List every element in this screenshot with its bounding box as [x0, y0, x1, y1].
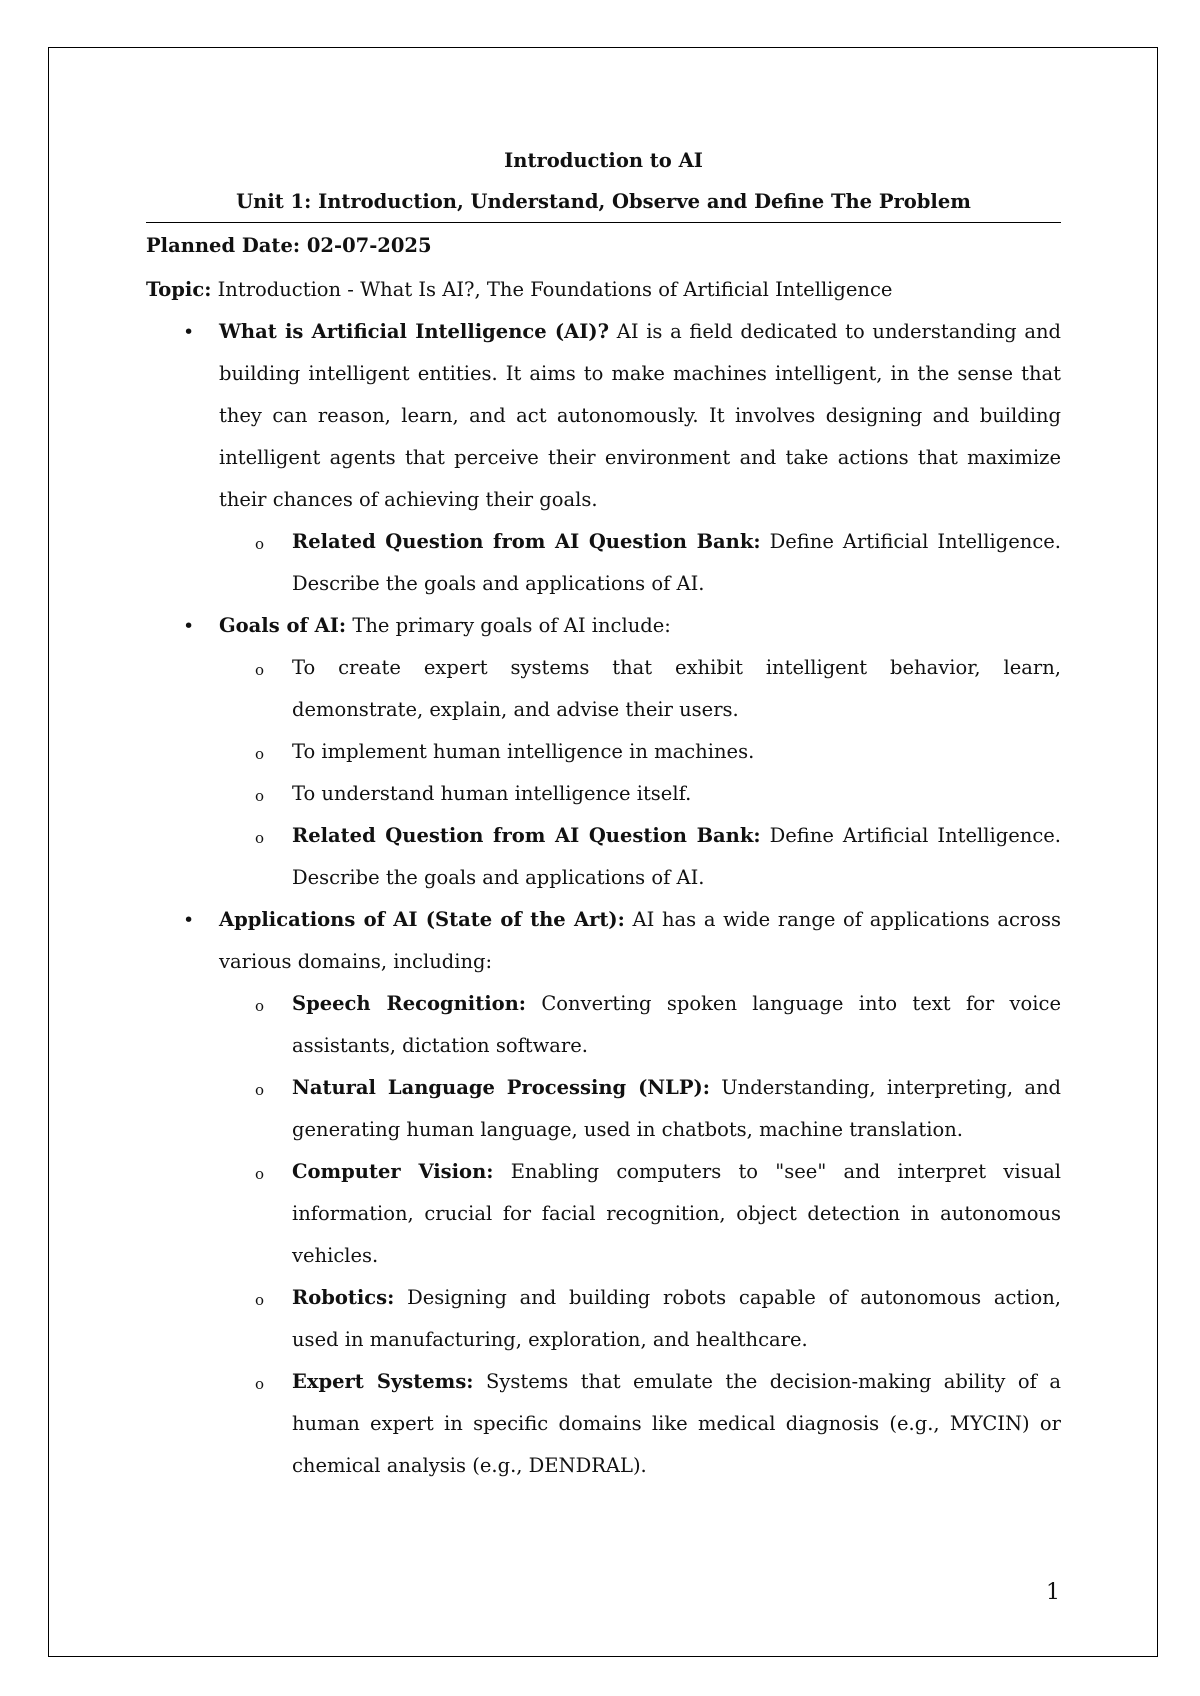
- section-text: The primary goals of AI include:: [352, 614, 671, 637]
- sub-item-text: Enabling computers to "see" and interpret visual information, crucial for facial recognition, object detection in autonomous vehicles.: [292, 1160, 1061, 1267]
- section-text: AI is a field dedicated to understanding and building intelligent entities. It aims to make machines intelligent, in the sense that they can reason, learn, and act autonomously. It involves designing and building intelligent agents that perceive their environment and take actions that maximize their chances of achieving their goals.: [219, 320, 1062, 511]
- sub-item: [219, 731, 1061, 773]
- sub-item: [219, 1361, 1061, 1487]
- circle-bullet-icon: o: [255, 661, 265, 679]
- sub-list: [219, 983, 1061, 1487]
- sub-item-text: Define Artificial Intelligence. Describe the goals and applications of AI.: [292, 824, 1061, 889]
- circle-bullet-icon: o: [255, 787, 265, 805]
- page-number: 1: [1046, 1580, 1060, 1605]
- section-heading: Goals of AI:: [219, 614, 347, 637]
- sub-item: [219, 647, 1061, 731]
- circle-bullet-icon: o: [255, 1375, 265, 1393]
- sub-item: [219, 1277, 1061, 1361]
- circle-bullet-icon: o: [255, 1291, 265, 1309]
- sub-item-label: Speech Recognition:: [292, 992, 526, 1015]
- sub-item-label: Related Question from AI Question Bank:: [292, 530, 761, 553]
- unit-heading: Unit 1: Introduction, Understand, Observe and Define The Problem: [146, 182, 1061, 223]
- sub-item: [219, 521, 1061, 605]
- circle-bullet-icon: o: [255, 535, 265, 553]
- sub-item-text: Understanding, interpreting, and generating human language, used in chatbots, machine translation.: [292, 1076, 1061, 1141]
- section-applications-of-ai: [146, 899, 1061, 1487]
- section-heading: What is Artificial Intelligence (AI)?: [219, 320, 610, 343]
- topic-label: Topic:: [146, 278, 212, 301]
- sub-item-label: Related Question from AI Question Bank:: [292, 824, 761, 847]
- sub-item-text: To implement human intelligence in machines.: [292, 740, 755, 763]
- section-text: AI has a wide range of applications across various domains, including:: [219, 908, 1061, 973]
- document-body: [146, 140, 1061, 1487]
- section-what-is-ai: [146, 311, 1061, 605]
- sub-item: [219, 1151, 1061, 1277]
- sub-list: [219, 521, 1061, 605]
- sub-item: [219, 983, 1061, 1067]
- bullet-icon: •: [183, 909, 195, 931]
- topic-line: [146, 269, 1061, 311]
- sub-item: [219, 773, 1061, 815]
- circle-bullet-icon: o: [255, 1165, 265, 1183]
- sub-item: [219, 815, 1061, 899]
- document-title: Introduction to AI: [504, 149, 703, 172]
- sub-item-label: Expert Systems:: [292, 1370, 474, 1393]
- section-goals-of-ai: [146, 605, 1061, 899]
- bullet-icon: •: [183, 321, 195, 343]
- sub-list: [219, 647, 1061, 899]
- section-heading: Applications of AI (State of the Art):: [219, 908, 625, 931]
- sub-item-text: To create expert systems that exhibit intelligent behavior, learn, demonstrate, explain, and advise their users.: [292, 656, 1061, 721]
- sub-item: [219, 1067, 1061, 1151]
- circle-bullet-icon: o: [255, 745, 265, 763]
- sub-item-label: Robotics:: [292, 1286, 395, 1309]
- circle-bullet-icon: o: [255, 829, 265, 847]
- sub-item-label: Computer Vision:: [292, 1160, 494, 1183]
- circle-bullet-icon: o: [255, 997, 265, 1015]
- sub-item-text: To understand human intelligence itself.: [292, 782, 692, 805]
- sub-item-label: Natural Language Processing (NLP):: [292, 1076, 710, 1099]
- sub-item-text: Converting spoken language into text for voice assistants, dictation software.: [292, 992, 1061, 1057]
- planned-date: Planned Date: 02-07-2025: [146, 234, 432, 257]
- section-list: [146, 311, 1061, 1487]
- sub-item-text: Define Artificial Intelligence. Describe the goals and applications of AI.: [292, 530, 1061, 595]
- topic-text: Introduction - What Is AI?, The Foundations of Artificial Intelligence: [217, 278, 893, 301]
- sub-item-text: Systems that emulate the decision-making ability of a human expert in specific domains like medical diagnosis (e.g., MYCIN) or chemical analysis (e.g., DENDRAL).: [292, 1370, 1061, 1477]
- sub-item-text: Designing and building robots capable of autonomous action, used in manufacturing, exploration, and healthcare.: [292, 1286, 1062, 1351]
- circle-bullet-icon: o: [255, 1081, 265, 1099]
- bullet-icon: •: [183, 615, 195, 637]
